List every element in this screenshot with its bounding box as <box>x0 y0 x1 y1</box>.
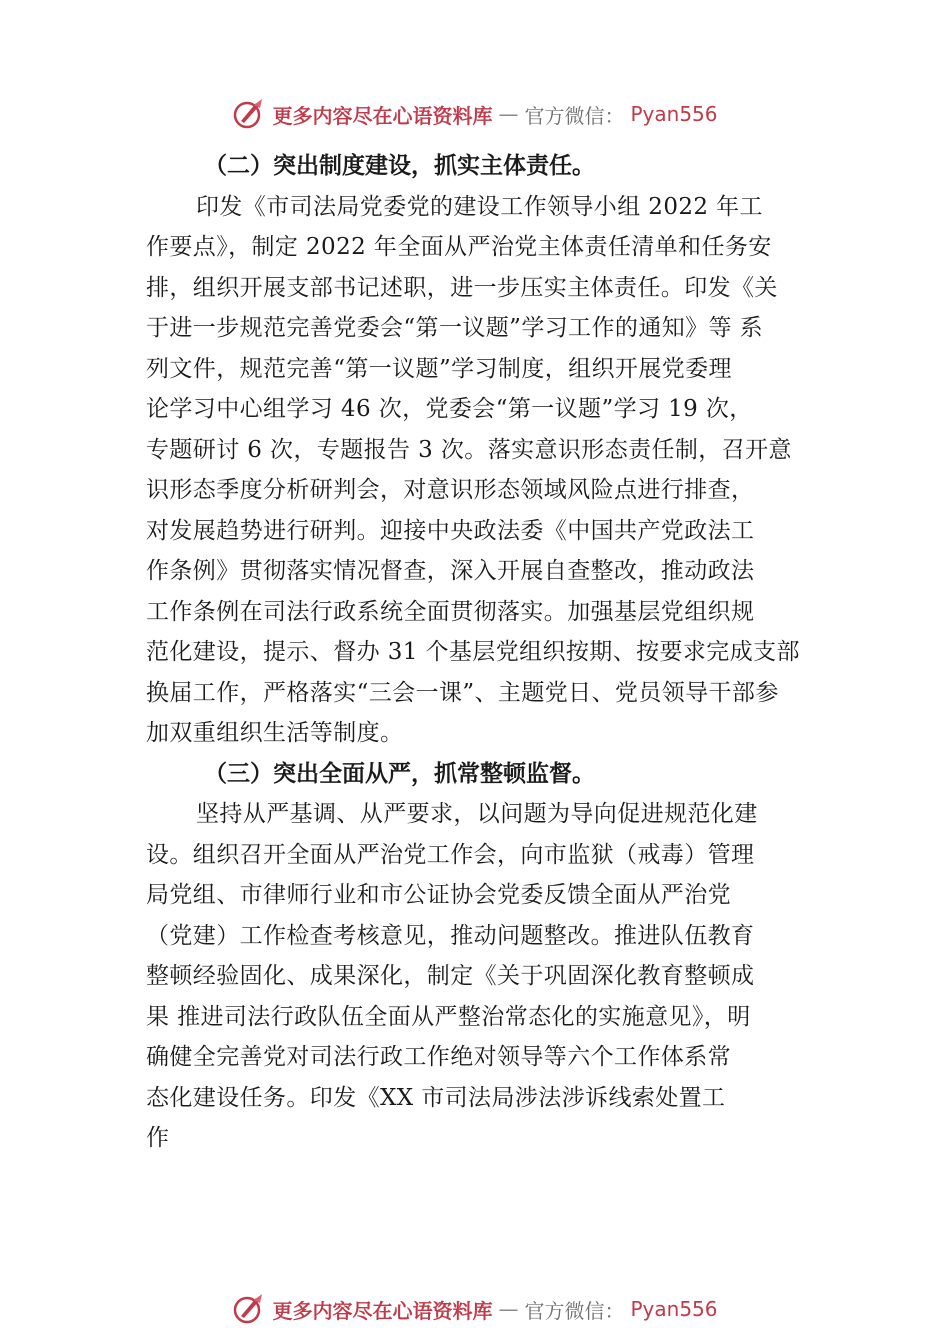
watermark-separator: — <box>498 102 519 126</box>
paragraph-line: 坚持从严基调、从严要求，以问题为导向促进规范化建 <box>196 801 758 827</box>
paragraph-line: 于进一步规范完善党委会“第一议题”学习工作的通知》等 系 <box>146 315 764 341</box>
paragraph-line: 局党组、市律师行业和市公证协会党委反馈全面从严治党 <box>146 882 731 908</box>
paragraph-line: 作要点》，制定 2022 年全面从严治党主体责任清单和任务安 <box>146 234 772 260</box>
paragraph-line: 作条例》贯彻落实情况督查，深入开展自查整改，推动政法 <box>146 558 755 584</box>
paragraph-line: 确健全完善党对司法行政工作绝对领导等六个工作体系常 <box>146 1044 731 1070</box>
paragraph-line: 果 推进司法行政队伍全面从严整治常态化的实施意见》，明 <box>146 1003 751 1030</box>
paragraph-line: 整顿经验固化、成果深化，制定《关于巩固深化教育整顿成 <box>146 963 755 989</box>
watermark-label: 官方微信： <box>524 103 625 128</box>
paragraph-line: 作 <box>146 1125 170 1151</box>
watermark-label: 官方微信： <box>524 1298 625 1323</box>
watermark-brand: 更多内容尽在心语资料库 <box>272 1298 493 1323</box>
paragraph-line: 识形态季度分析研判会，对意识形态领域风险点进行排查， <box>146 477 755 503</box>
paragraph-line: 论学习中心组学习 46 次，党委会“第一议题”学习 19 次， <box>146 396 753 422</box>
paragraph-2 <box>146 187 836 754</box>
watermark-header <box>0 94 950 134</box>
document-body <box>146 146 836 1159</box>
watermark-footer <box>0 1289 950 1329</box>
paragraph-line: 对发展趋势进行研判。迎接中央政法委《中国共产党政法工 <box>146 517 755 544</box>
paragraph-line: 工作条例在司法行政系统全面贯彻落实。加强基层党组织规 <box>146 598 755 625</box>
paragraph-line: 列文件，规范完善“第一议题”学习制度，组织开展党委理 <box>146 355 732 382</box>
paragraph-line: 范化建设，提示、督办 31 个基层党组织按期、按要求完成支部 <box>146 639 800 665</box>
section-heading-3: （三）突出全面从严，抓常整顿监督。 <box>204 759 595 787</box>
watermark-wechat-id: Pyan556 <box>630 1297 718 1321</box>
watermark-brand: 更多内容尽在心语资料库 <box>272 103 493 128</box>
watermark-wechat-id: Pyan556 <box>630 102 718 126</box>
paragraph-3 <box>146 794 836 1159</box>
paragraph-line: 排，组织开展支部书记述职，进一步压实主体责任。印发《关 <box>146 274 778 301</box>
paragraph-line: 专题研讨 6 次，专题报告 3 次。落实意识形态责任制，召开意 <box>146 436 792 463</box>
section-heading-2: （二）突出制度建设，抓实主体责任。 <box>204 152 595 179</box>
paragraph-line: 加双重组织生活等制度。 <box>146 720 404 746</box>
quill-seal-logo-icon <box>232 97 266 131</box>
paragraph-line: 设。组织召开全面从严治党工作会，向市监狱（戒毒）管理 <box>146 841 755 868</box>
quill-seal-logo-icon <box>232 1292 266 1326</box>
paragraph-line: 态化建设任务。印发《XX 市司法局涉法涉诉线索处置工 <box>146 1084 726 1111</box>
paragraph-line: 换届工作，严格落实“三会一课”、主题党日、党员领导干部参 <box>146 679 779 706</box>
paragraph-line: （党建）工作检查考核意见，推动问题整改。推进队伍教育 <box>146 922 755 949</box>
paragraph-line: 印发《市司法局党委党的建设工作领导小组 2022 年工 <box>196 193 763 220</box>
watermark-separator: — <box>498 1297 519 1321</box>
